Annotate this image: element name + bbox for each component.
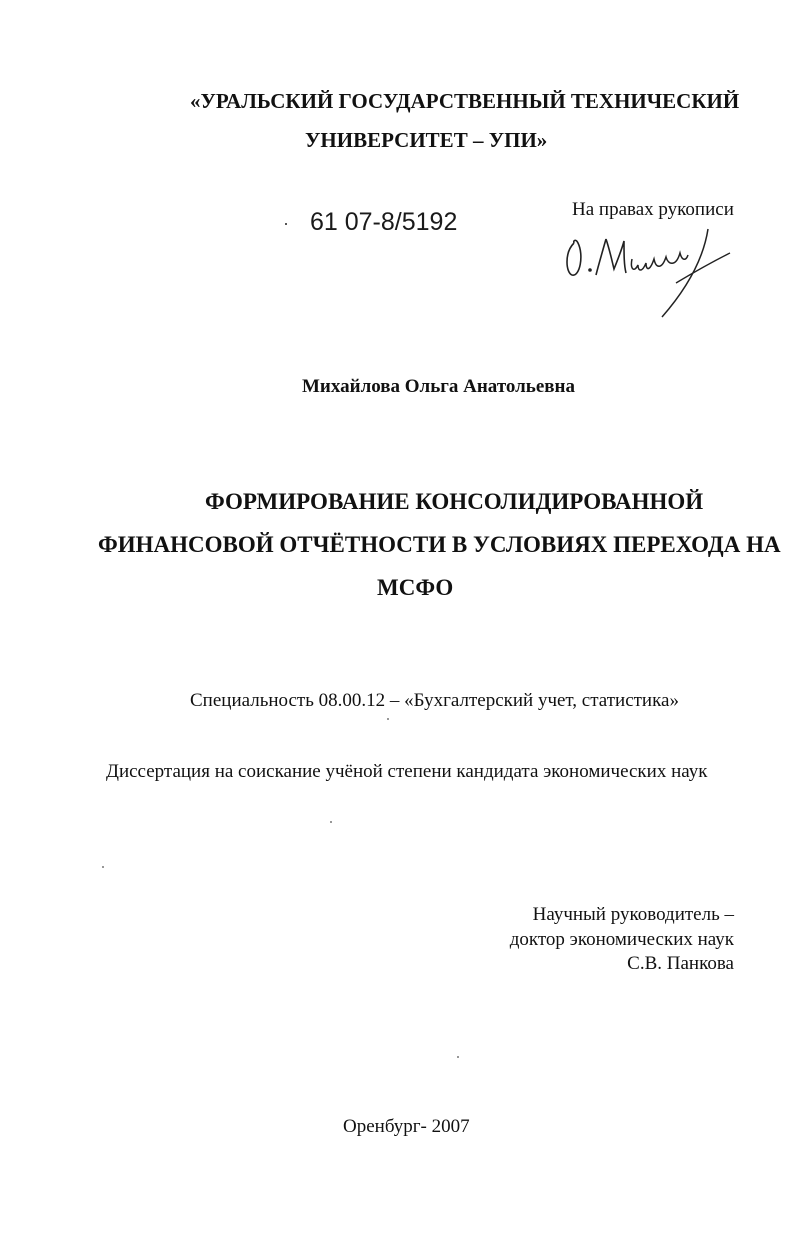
place-and-year: Оренбург- 2007 [343,1116,470,1137]
supervisor-degree: доктор экономических наук [509,929,734,950]
scan-speck [457,1056,459,1058]
specialty-line: Специальность 08.00.12 – «Бухгалтерский учет, статистика» [190,690,679,711]
dissertation-type-line: Диссертация на соискание учёной степени кандидата экономических наук [106,761,708,782]
scan-speck [330,821,332,823]
organization-name-line2: УНИВЕРСИТЕТ – УПИ» [305,128,548,152]
thesis-title-line1: ФОРМИРОВАНИЕ КОНСОЛИДИРОВАННОЙ [205,489,704,514]
thesis-title-line2: ФИНАНСОВОЙ ОТЧЁТНОСТИ В УСЛОВИЯХ ПЕРЕХОДА НА [98,532,781,557]
stamp-mark-dot [285,223,287,225]
manuscript-rights-label: На правах рукописи [572,199,734,220]
catalog-stamp: 61 07-8/5192 [310,208,458,236]
author-signature [558,225,738,325]
scan-speck [102,866,104,868]
supervisor-name: С.В. Панкова [627,953,734,974]
thesis-title-line3: МСФО [377,575,454,600]
supervisor-role: Научный руководитель – [532,904,734,925]
author-name: Михайлова Ольга Анатольевна [302,376,575,397]
organization-name-line1: «УРАЛЬСКИЙ ГОСУДАРСТВЕННЫЙ ТЕХНИЧЕСКИЙ [190,89,740,113]
scan-speck [387,718,389,720]
